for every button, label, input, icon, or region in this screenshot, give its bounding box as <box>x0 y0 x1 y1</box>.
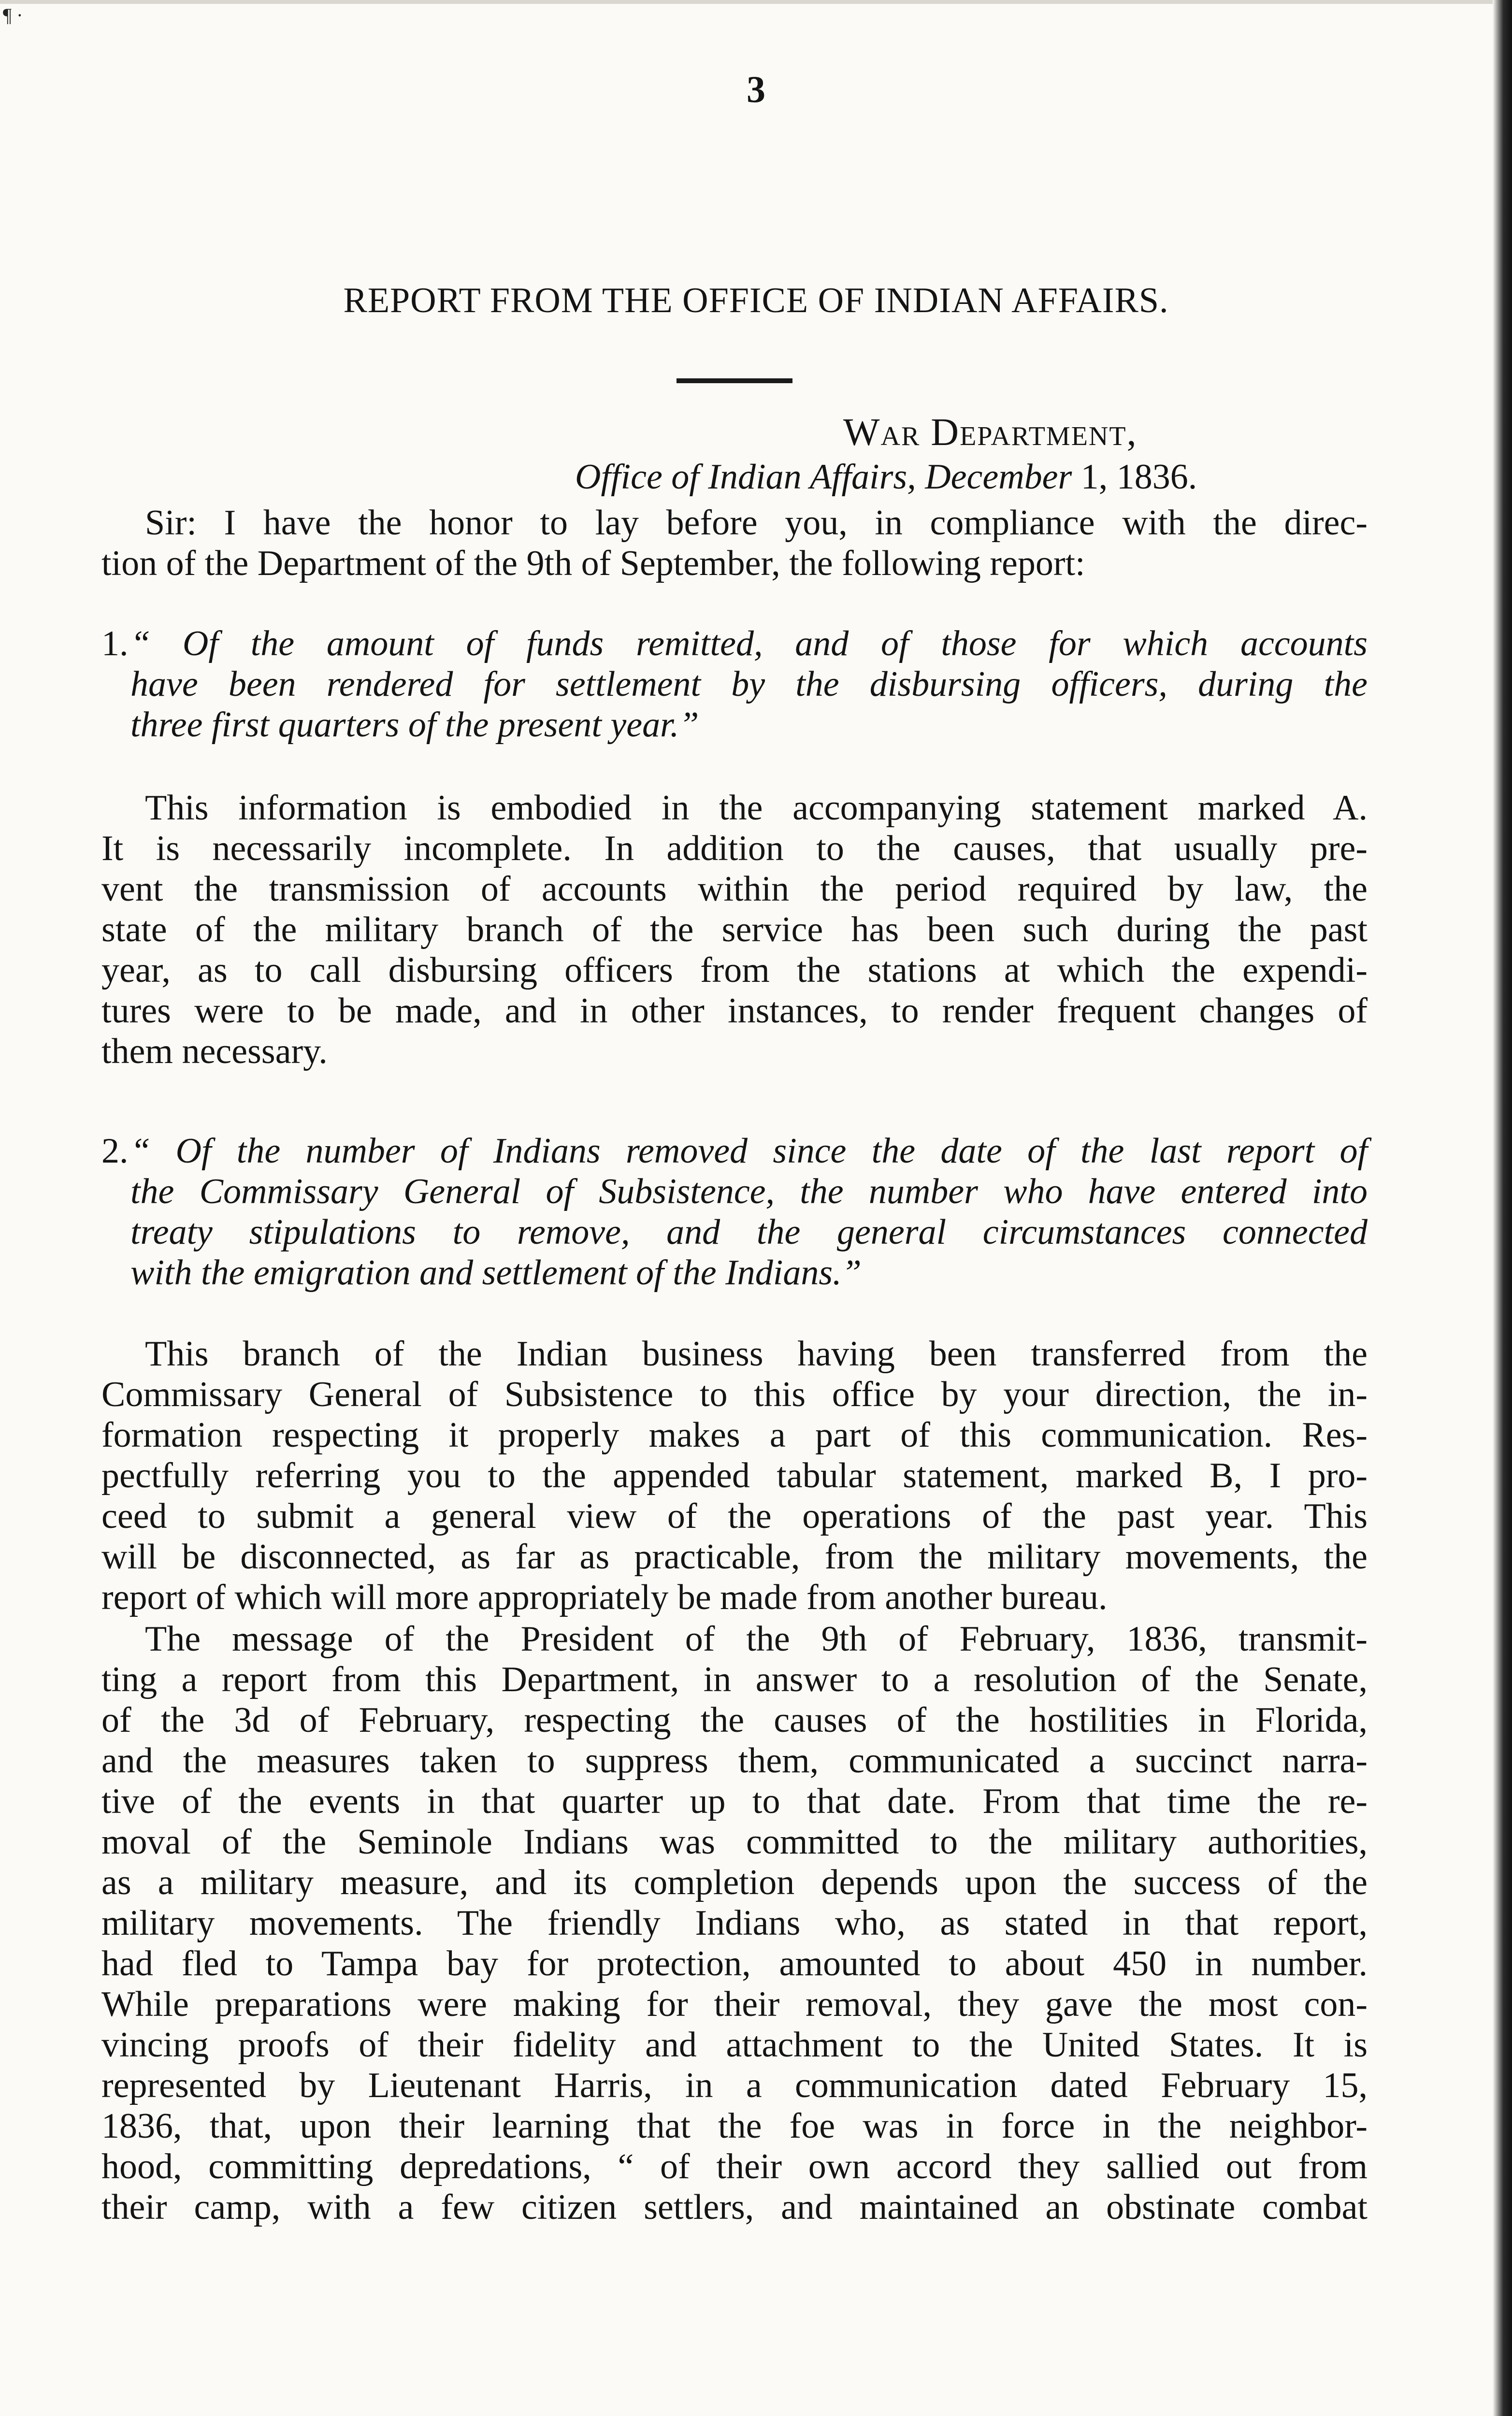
text-line: state of the military branch of the service has been such during the past <box>101 910 1368 949</box>
text-line: ting a report from this Department, in answer to a resolution of the Senate, <box>101 1660 1368 1699</box>
query-text <box>130 623 1368 745</box>
corner-mark: ¶ · <box>3 4 23 26</box>
text-line: While preparations were making for their removal, they gave the most con- <box>101 1985 1368 2024</box>
text-line: represented by Lieutenant Harris, in a communication dated February 15, <box>101 2066 1368 2105</box>
text-line: Commissary General of Subsistence to this office by your direction, the in- <box>101 1375 1368 1414</box>
text-line: report of which will more appropriately be made from another bureau. <box>101 1578 1108 1617</box>
text-line: military movements. The friendly Indians who, as stated in that report, <box>101 1903 1368 1943</box>
query-number: 2. <box>101 1131 129 1171</box>
salutation-paragraph <box>101 503 1368 584</box>
text-line: their camp, with a few citizen settlers, and maintained an obstinate combat <box>101 2187 1368 2227</box>
report-title: REPORT FROM THE OFFICE OF INDIAN AFFAIRS. <box>343 281 1169 320</box>
text-line: and the measures taken to suppress them, communicated a succinct narra- <box>101 1741 1368 1781</box>
text-line: It is necessarily incomplete. In addition to the causes, that usually pre- <box>101 829 1368 868</box>
text-line: tures were to be made, and in other instances, to render frequent changes of <box>101 991 1368 1031</box>
text-line: tion of the Department of the 9th of September, the following report: <box>101 544 1085 583</box>
text-line: have been rendered for settlement by the disbursing officers, during the <box>130 664 1368 704</box>
text-line: vincing proofs of their fidelity and attachment to the United States. It is <box>101 2025 1368 2065</box>
text-line: formation respecting it properly makes a part of this communication. Res- <box>101 1415 1368 1455</box>
date-month: December <box>925 457 1072 497</box>
text-line: 1836, that, upon their learning that the foe was in force in the neighbor- <box>101 2106 1368 2146</box>
query-number: 1. <box>101 624 129 663</box>
office-date-line <box>575 457 1197 498</box>
query-text <box>130 1131 1368 1293</box>
date-day-year: 1, 1836. <box>1072 457 1197 497</box>
text-line: Sir: I have the honor to lay before you, in compliance with the direc- <box>145 503 1368 543</box>
text-line: them necessary. <box>101 1032 328 1071</box>
text-line: This branch of the Indian business having been transferred from the <box>145 1334 1368 1374</box>
text-line: year, as to call disbursing officers from the stations at which the expendi- <box>101 950 1368 990</box>
text-line: The message of the President of the 9th of February, 1836, transmit- <box>145 1619 1368 1659</box>
text-line: “ Of the amount of funds remitted, and of those for which accounts <box>130 624 1368 663</box>
text-line: pectfully referring you to the appended tabular statement, marked B, I pro- <box>101 1456 1368 1496</box>
query-1 <box>101 623 1368 745</box>
text-line: “ Of the number of Indians removed since the date of the last report of <box>130 1131 1368 1171</box>
text-line: tive of the events in that quarter up to that date. From that time the re- <box>101 1782 1368 1821</box>
text-line: with the emigration and settlement of the Indians.” <box>130 1253 862 1293</box>
text-line: vent the transmission of accounts within the period required by law, the <box>101 869 1368 909</box>
title-rule <box>677 378 792 383</box>
scan-top-edge <box>0 0 1512 4</box>
text-line: moval of the Seminole Indians was committed to the military authorities, <box>101 1822 1368 1862</box>
text-line: had fled to Tampa bay for protection, amounted to about 450 in number. <box>101 1944 1368 1984</box>
paragraph-2 <box>101 1334 1368 1618</box>
text-line: treaty stipulations to remove, and the general circumstances connected <box>130 1212 1368 1252</box>
query-2 <box>101 1131 1368 1293</box>
scan-right-edge <box>1493 0 1512 2416</box>
text-line: as a military measure, and its completion depends upon the success of the <box>101 1863 1368 1902</box>
text-line: of the 3d of February, respecting the causes of the hostilities in Florida, <box>101 1700 1368 1740</box>
text-line: three first quarters of the present year.” <box>130 705 699 745</box>
text-line: This information is embodied in the accompanying statement marked A. <box>145 788 1368 828</box>
paragraph-1 <box>101 788 1368 1072</box>
department-heading: War Department, <box>843 411 1138 454</box>
page-number: 3 <box>747 68 765 110</box>
text-line: will be disconnected, as far as practicable, from the military movements, the <box>101 1537 1368 1577</box>
paragraph-3 <box>101 1619 1368 2228</box>
office-name: Office of Indian Affairs, <box>575 457 916 497</box>
text-line: hood, committing depredations, “ of their own accord they sallied out from <box>101 2147 1368 2186</box>
text-line: the Commissary General of Subsistence, the number who have entered into <box>130 1172 1368 1211</box>
text-line: ceed to submit a general view of the operations of the past year. This <box>101 1496 1368 1536</box>
